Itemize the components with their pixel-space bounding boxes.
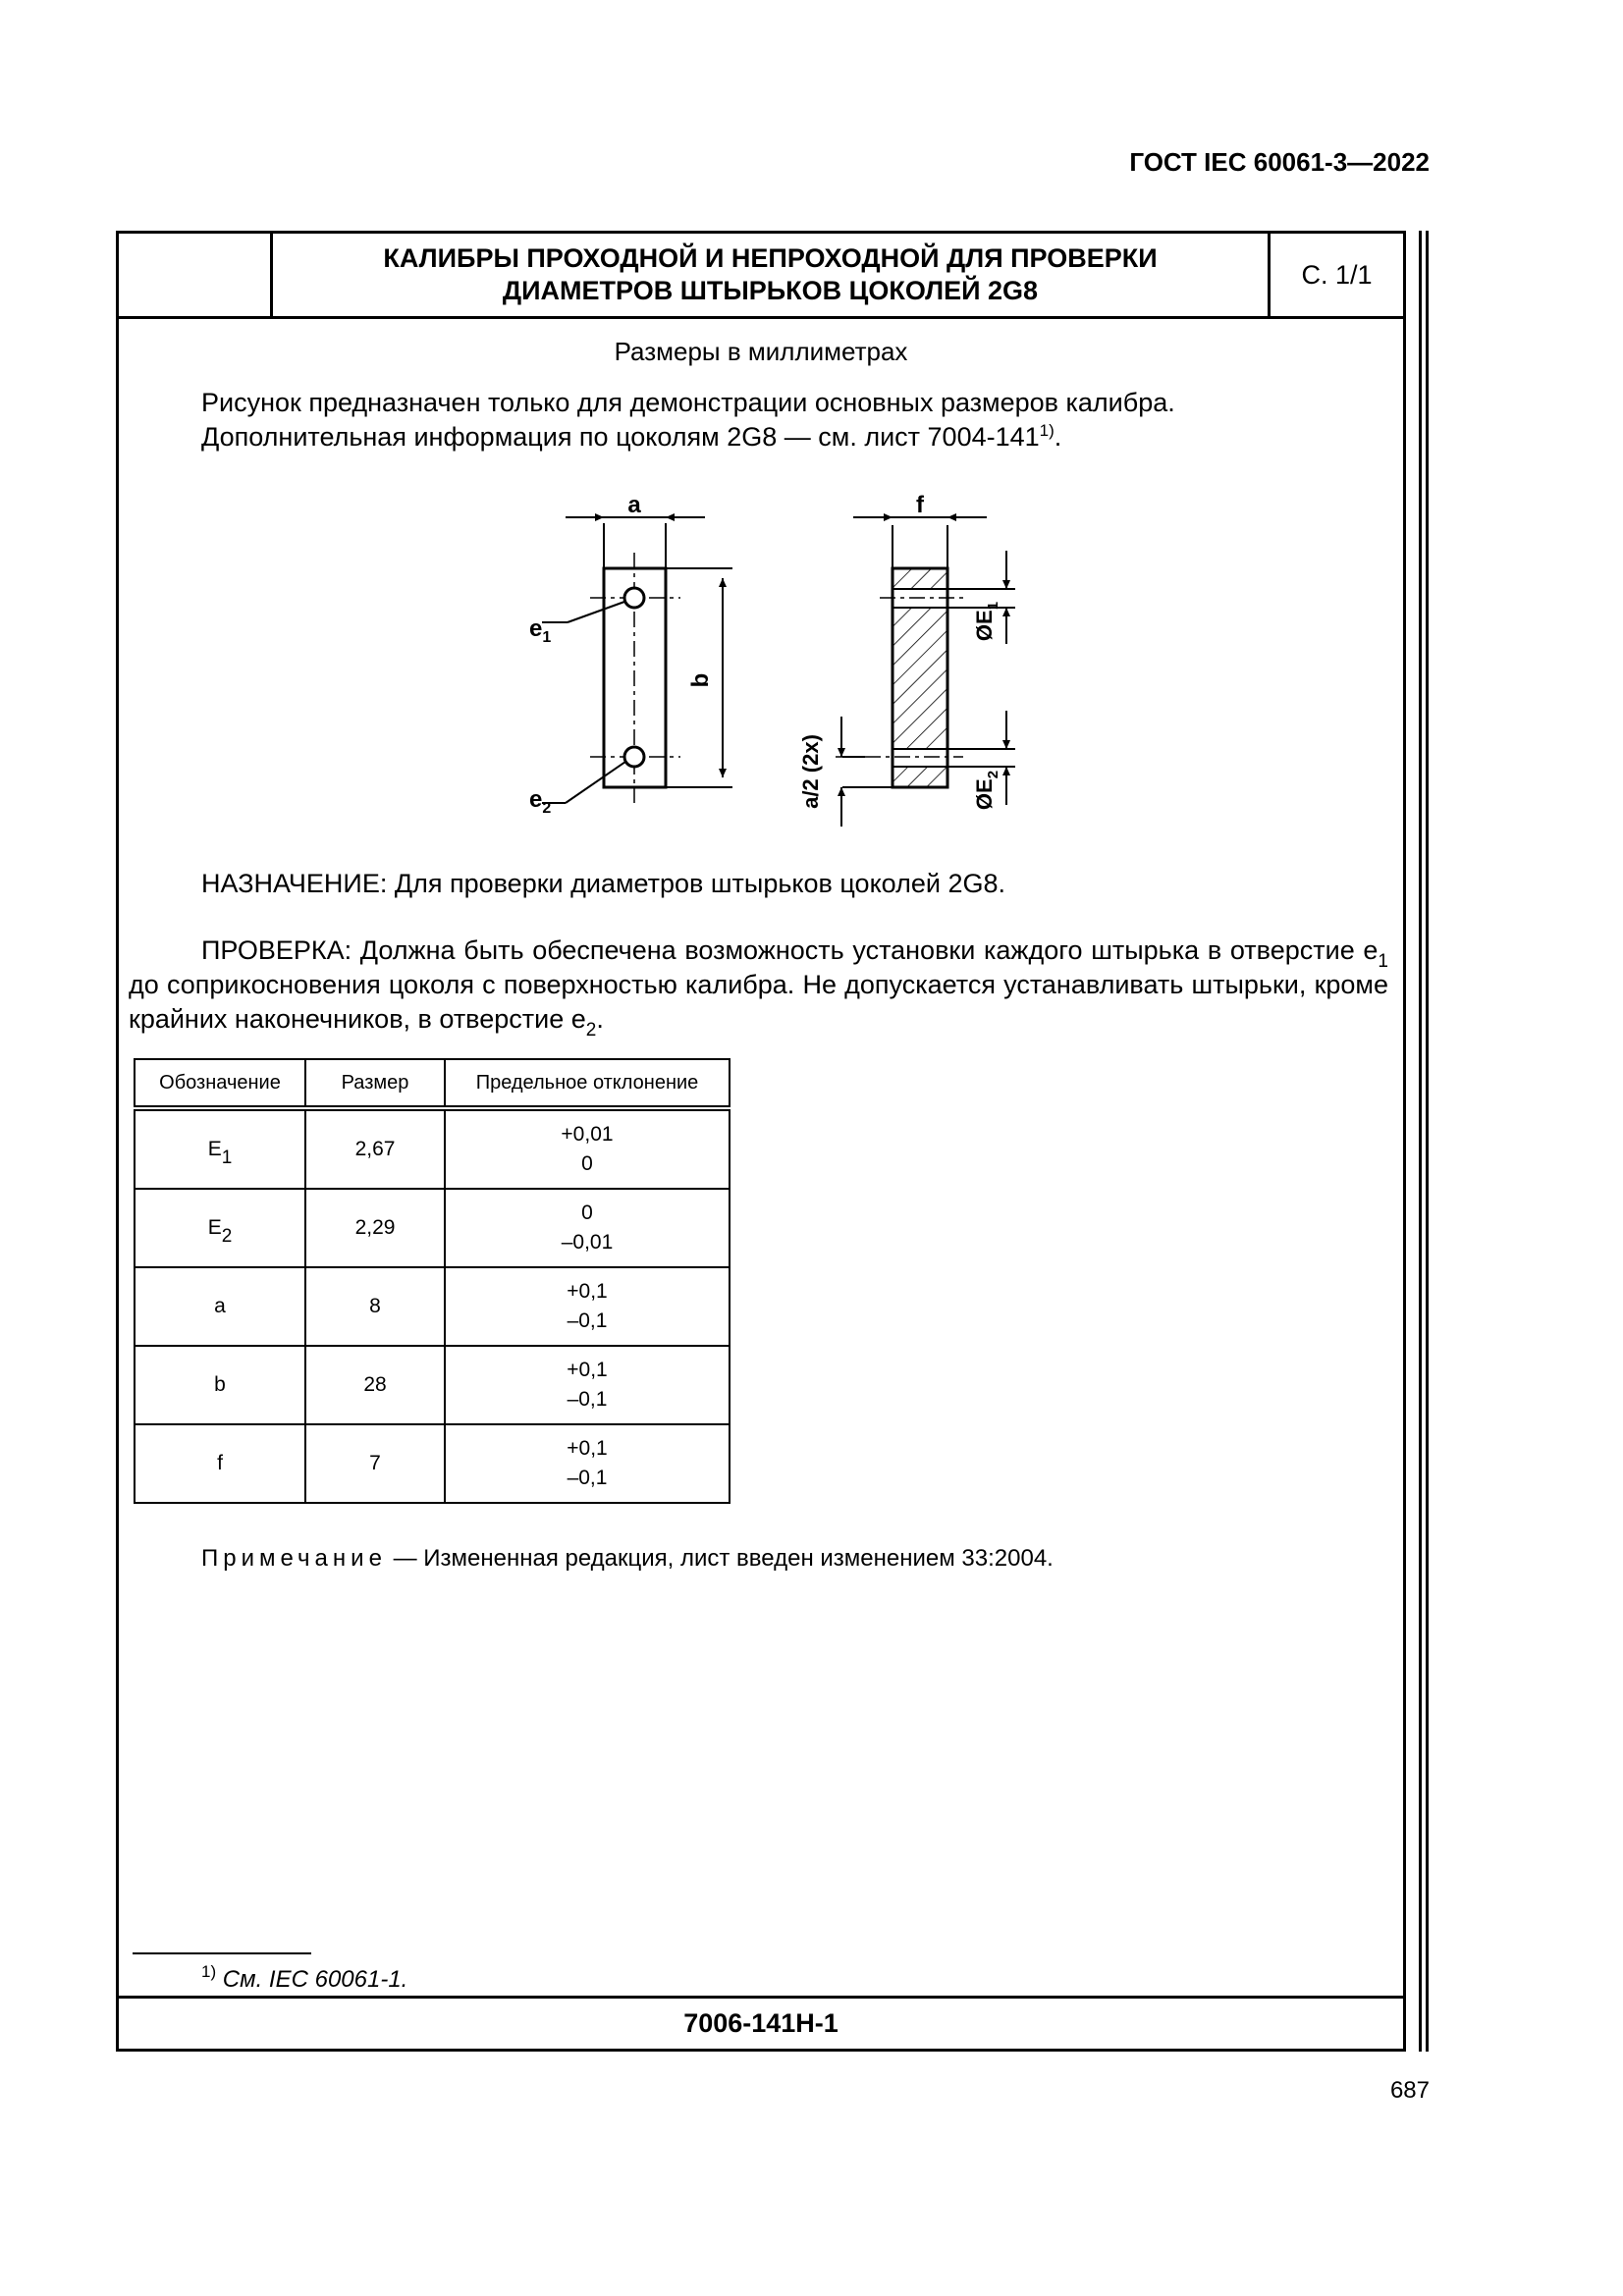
hole-e2 bbox=[624, 747, 644, 767]
symbol-cell: b bbox=[135, 1346, 305, 1424]
column-header: Размер bbox=[305, 1059, 445, 1108]
vertical-edge-line bbox=[1426, 231, 1429, 2052]
label-e2 bbox=[529, 786, 551, 817]
footnote bbox=[201, 1962, 408, 1994]
vertical-edge-line bbox=[1419, 231, 1422, 2052]
footnote-marker: 1) bbox=[201, 1962, 217, 1981]
check-text: ПРОВЕРКА: Должна быть обеспечена возможность установки каждого штырька в отверстие e bbox=[201, 935, 1379, 965]
check-sub: 2 bbox=[585, 1020, 597, 1041]
label-diam-E1-sub: 1 bbox=[985, 601, 1001, 611]
purpose-text: НАЗНАЧЕНИЕ: Для проверки диаметров штырьков цоколей 2G8. bbox=[201, 869, 1005, 898]
sheet-frame bbox=[116, 231, 1406, 2052]
table-row bbox=[135, 1108, 730, 1189]
intro-line-text: Дополнительная информация по цоколям 2G8 — см. лист 7004-141 bbox=[201, 422, 1040, 452]
label-diam-E2-text: ØE bbox=[972, 778, 997, 811]
table-header-row bbox=[135, 1059, 730, 1108]
symbol: E bbox=[207, 1138, 222, 1160]
footnote-reference: 1) bbox=[1039, 421, 1055, 440]
tolerance-cell bbox=[445, 1424, 730, 1503]
tolerance-lower: –0,01 bbox=[561, 1231, 614, 1254]
table-row bbox=[135, 1267, 730, 1346]
page-number: 687 bbox=[1389, 2077, 1430, 2104]
tolerance-cell bbox=[445, 1189, 730, 1267]
table-row bbox=[135, 1346, 730, 1424]
label-diam-E1-text: ØE bbox=[972, 610, 997, 642]
tolerance-upper: +0,1 bbox=[567, 1359, 608, 1381]
tolerance-lower: –0,1 bbox=[567, 1309, 608, 1332]
table-row bbox=[135, 1424, 730, 1503]
check-sub: 1 bbox=[1378, 951, 1388, 972]
symbol-cell: a bbox=[135, 1267, 305, 1346]
tolerance-lower: 0 bbox=[581, 1152, 593, 1175]
symbol-cell: f bbox=[135, 1424, 305, 1503]
symbol: E bbox=[207, 1216, 222, 1239]
label-a: a bbox=[627, 492, 641, 518]
check-text: . bbox=[596, 1004, 604, 1034]
footnote-text: См. IEC 60061-1. bbox=[216, 1966, 408, 1993]
sheet-title-line: КАЛИБРЫ ПРОХОДНОЙ И НЕПРОХОДНОЙ ДЛЯ ПРОВЕРКИ bbox=[383, 243, 1158, 273]
label-e2-sub: 2 bbox=[542, 800, 552, 817]
standard-designation: ГОСТ IEC 60061-3—2022 bbox=[1129, 147, 1430, 177]
table-row bbox=[135, 1189, 730, 1267]
intro-line-end: . bbox=[1054, 422, 1062, 452]
label-diam-E2 bbox=[972, 771, 1001, 810]
column-header: Предельное отклонение bbox=[445, 1059, 730, 1108]
check-text: до соприкосновения цоколя с поверхностью калибра. Не допускается устанавливать штырьки, кроме крайних наконечников, в отверстие e bbox=[129, 970, 1388, 1034]
intro-line: Рисунок предназначен только для демонстрации основных размеров калибра. bbox=[201, 388, 1175, 417]
label-e1 bbox=[529, 615, 551, 646]
sheet-title-line: ДИАМЕТРОВ ШТЫРЬКОВ ЦОКОЛЕЙ 2G8 bbox=[502, 276, 1039, 305]
size-cell: 28 bbox=[305, 1346, 445, 1424]
note-label: Примечание bbox=[201, 1545, 387, 1572]
symbol-cell bbox=[135, 1108, 305, 1189]
column-header: Обозначение bbox=[135, 1059, 305, 1108]
label-b: b bbox=[687, 672, 714, 688]
label-f: f bbox=[916, 492, 924, 518]
tolerance-cell bbox=[445, 1267, 730, 1346]
size-cell: 2,67 bbox=[305, 1108, 445, 1189]
footnote-divider bbox=[133, 1952, 311, 1954]
units-caption: Размеры в миллиметрах bbox=[614, 337, 908, 366]
label-diam-E2-sub: 2 bbox=[985, 770, 1001, 779]
label-e1-sub: 1 bbox=[542, 629, 552, 646]
symbol-sub: 1 bbox=[221, 1148, 233, 1168]
gauge-drawing bbox=[119, 234, 1409, 862]
note-text: — Измененная редакция, лист введен изменением 33:2004. bbox=[386, 1545, 1054, 1572]
note bbox=[201, 1545, 1054, 1573]
tolerance-cell bbox=[445, 1346, 730, 1424]
tolerance-cell bbox=[445, 1108, 730, 1189]
sheet-number: С. 1/1 bbox=[1301, 259, 1373, 290]
sheet-code: 7006-141Н-1 bbox=[119, 1996, 1403, 2049]
size-cell: 7 bbox=[305, 1424, 445, 1503]
hole-e1 bbox=[624, 588, 644, 608]
tolerance-lower: –0,1 bbox=[567, 1388, 608, 1411]
symbol-sub: 2 bbox=[221, 1226, 233, 1247]
front-view bbox=[542, 517, 732, 803]
check-paragraph bbox=[129, 934, 1388, 1041]
label-e2-letter: e bbox=[529, 786, 543, 813]
tolerance-upper: 0 bbox=[581, 1201, 593, 1224]
tolerance-lower: –0,1 bbox=[567, 1467, 608, 1489]
tolerance-upper: +0,1 bbox=[567, 1437, 608, 1460]
size-cell: 8 bbox=[305, 1267, 445, 1346]
dimensions-table bbox=[134, 1058, 730, 1504]
label-e1-letter: e bbox=[529, 615, 543, 642]
tolerance-upper: +0,1 bbox=[567, 1280, 608, 1303]
tolerance-upper: +0,01 bbox=[561, 1123, 614, 1146]
size-cell: 2,29 bbox=[305, 1189, 445, 1267]
label-half-a: a/2 (2x) bbox=[798, 734, 823, 809]
symbol-cell bbox=[135, 1189, 305, 1267]
